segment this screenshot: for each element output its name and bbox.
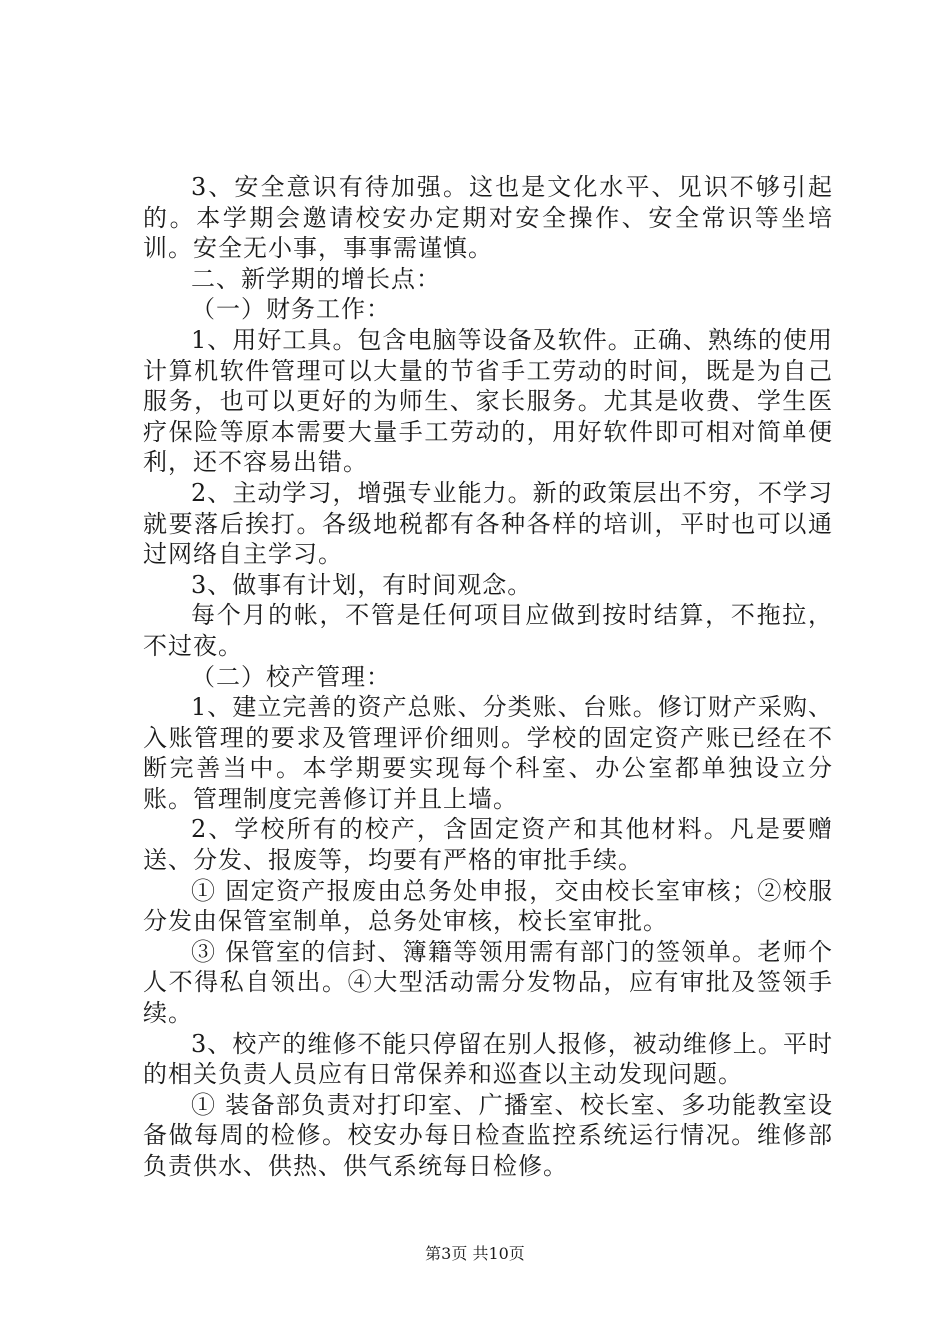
paragraph: 3、校产的维修不能只停留在别人报修，被动维修上。平时的相关负责人员应有日常保养和巡查以主动发现问题。 [143, 1029, 833, 1089]
paragraph: 3、做事有计划，有时间观念。 [191, 570, 533, 599]
paragraph: 1、用好工具。包含电脑等设备及软件。正确、熟练的使用计算机软件管理可以大量的节省手工劳动的时间，既是为自己服务，也可以更好的为师生、家长服务。尤其是收费、学生医疗保险等原本需要大量手工劳动的，用好软件即可相对简单便利，还不容易出错。 [143, 325, 833, 477]
page-footer: 第3页 共10页 [425, 1244, 525, 1263]
paragraph: 2、主动学习，增强专业能力。新的政策层出不穷，不学习就要落后挨打。各级地税都有各种各样的培训，平时也可以通过网络自主学习。 [143, 478, 833, 569]
paragraph: ① 固定资产报废由总务处申报，交由校长室审核；②校服分发由保管室制单，总务处审核，校长室审批。 [143, 876, 833, 936]
paragraph: ① 装备部负责对打印室、广播室、校长室、多功能教室设备做每周的检修。校安办每日检查监控系统运行情况。维修部负责供水、供热、供气系统每日检修。 [143, 1090, 833, 1180]
paragraph: 1、建立完善的资产总账、分类账、台账。修订财产采购、入账管理的要求及管理评价细则。学校的固定资产账已经在不断完善当中。本学期要实现每个科室、办公室都单独设立分账。管理制度完善修订并且上墙。 [143, 693, 833, 813]
subsection-heading: （一）财务工作： [191, 295, 391, 324]
paragraph: ③ 保管室的信封、簿籍等领用需有部门的签领单。老师个人不得私自领出。④大型活动需分发物品，应有审批及签领手续。 [143, 937, 833, 1028]
paragraph: 每个月的帐，不管是任何项目应做到按时结算，不拖拉，不过夜。 [143, 601, 833, 660]
document-body [143, 172, 833, 1182]
paragraph: 2、学校所有的校产，含固定资产和其他材料。凡是要赠送、分发、报废等，均要有严格的审批手续。 [143, 815, 833, 875]
paragraph: 3、安全意识有待加强。这也是文化水平、见识不够引起的。本学期会邀请校安办定期对安全操作、安全常识等坐培训。安全无小事，事事需谨慎。 [143, 173, 833, 263]
subsection-heading: （二）校产管理： [191, 662, 391, 691]
section-heading: 二、新学期的增长点： [191, 264, 441, 293]
